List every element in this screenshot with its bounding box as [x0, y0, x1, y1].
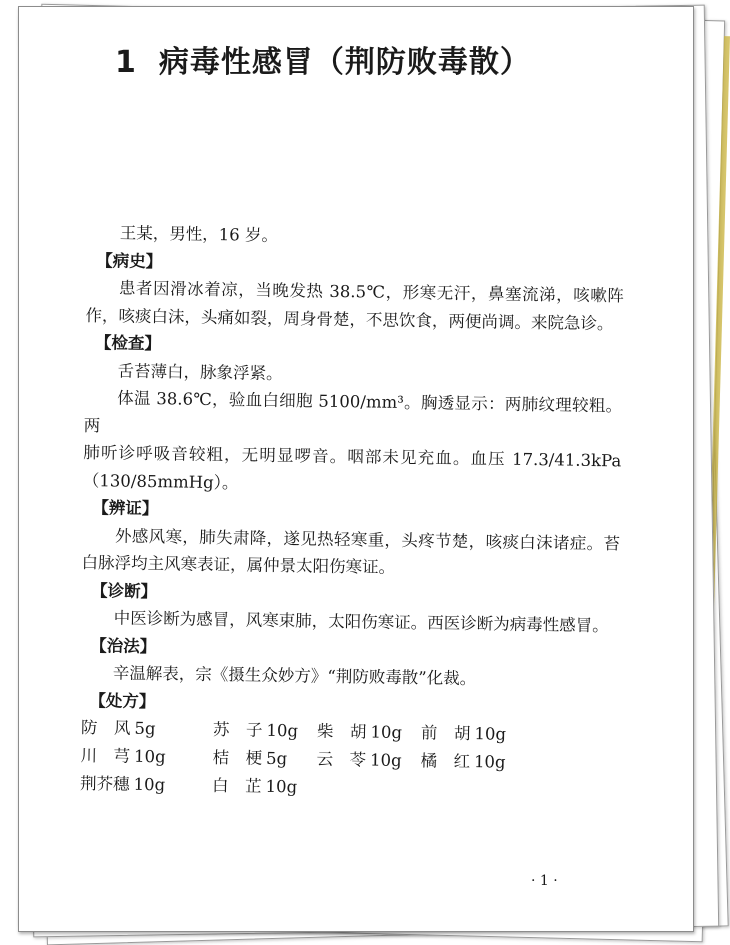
- differentiation-line: 外感风寒，肺失肃降，遂见热轻寒重，头疼节楚，咳痰白沫诸症。苔: [114, 525, 621, 553]
- herb-item: 白 芷 10g: [211, 776, 298, 797]
- chapter-number: 1: [115, 45, 137, 80]
- chapter-title-text: 病毒性感冒（荆防败毒散）: [158, 45, 531, 80]
- history-line: 患者因滑冰着凉，当晚发热 38.5℃，形寒无汗，鼻塞流涕，咳嗽阵: [118, 278, 625, 306]
- chapter-title: [115, 37, 531, 81]
- case-content: [78, 219, 625, 806]
- page-number: · 1 ·: [531, 873, 558, 889]
- herb-item: 苏 子 10g: [212, 720, 299, 741]
- herb-item: 桔 梗 5g: [212, 748, 288, 769]
- book-page: [18, 6, 694, 932]
- treatment-line: 辛温解表，宗《摄生众妙方》“荆防败毒散”化裁。: [112, 663, 477, 689]
- herb-item: 荆芥穗 10g: [79, 773, 166, 795]
- exam-line: 肺听诊呼吸音较粗，无明显啰音。咽部未见充血。血压 17.3/41.3kPa: [83, 442, 622, 471]
- herb-item: 前 胡 10g: [420, 723, 507, 744]
- treatment-heading: 【治法】: [90, 635, 157, 656]
- differentiation-heading: 【辨证】: [92, 498, 159, 519]
- differentiation-line: 白脉浮均主风寒表证，属仲景太阳伤寒证。: [81, 552, 396, 577]
- herb-item: 云 苓 10g: [316, 749, 402, 771]
- patient-info: 王某，男性，16 岁。: [119, 223, 279, 246]
- diagnosis-heading: 【诊断】: [90, 580, 158, 601]
- exam-line: 舌苔薄白，脉象浮紧。: [117, 361, 283, 383]
- history-heading: 【病史】: [96, 250, 163, 271]
- herb-item: 防 风 5g: [80, 717, 156, 739]
- diagnosis-line: 中医诊断为感冒，风寒束肺，太阳伤寒证。西医诊断为病毒性感冒。: [113, 608, 609, 636]
- prescription-heading: 【处方】: [89, 690, 156, 711]
- herb-item: 川 芎 10g: [80, 745, 166, 767]
- prescription-list: [78, 714, 617, 806]
- exam-line: 体温 38.6℃，验血白细胞 5100/mm³。胸透显示：两肺纹理较粗。两: [83, 388, 623, 435]
- herb-item: 柴 胡 10g: [316, 721, 403, 743]
- herb-item: 橘 红 10g: [420, 751, 506, 772]
- exam-line: （130/85mmHg）。: [82, 470, 239, 492]
- history-line: 作，咳痰白沫，头痛如裂，周身骨楚，不思饮食，两便尚调。来院急诊。: [85, 305, 614, 333]
- exam-heading: 【检查】: [94, 333, 162, 354]
